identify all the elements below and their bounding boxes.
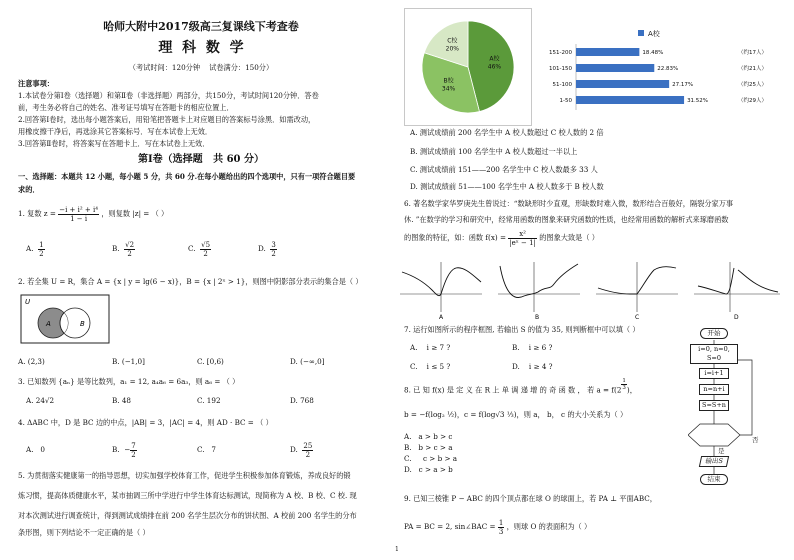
- q6-num: x²: [508, 230, 537, 239]
- q2-option-c[interactable]: C. [0,6): [197, 357, 224, 366]
- q9-fraction: [498, 519, 504, 536]
- note-line: 3.回答第Ⅱ卷时，将答案写在答题卡上．写在本试卷上无效．: [18, 139, 210, 148]
- pie-slice-label: 20%: [445, 45, 459, 53]
- q4-option-d[interactable]: [290, 441, 313, 459]
- q1-text: 1. 复数 z =: [18, 209, 56, 218]
- flow-start: 开始: [700, 328, 728, 339]
- flow-end: 结束: [700, 474, 728, 485]
- question-5-line: 炼习惯，提高体质健康水平，某市抽调三所中学进行中学生体育达标测试，现简称为 A 校、B 校、C 校. 现: [18, 491, 357, 500]
- option-fraction: [200, 241, 211, 258]
- note-line: 用橡皮擦干净后，再选涂其它答案标号．写在本试卷上无效．: [18, 127, 213, 136]
- question-7-stem: 7. 运行如图所示的程序框图, 若输出 S 的值为 35, 则判断框中可以填（ ）: [404, 325, 640, 334]
- q1-text: ，则复数 |z| = （ ）: [101, 209, 169, 218]
- graph-label-a: A: [439, 314, 444, 320]
- question-8-line: [404, 378, 637, 400]
- question-5-line: 条形图，则下列结论不一定正确的是（ ）: [18, 528, 150, 537]
- option-label: B.: [112, 445, 120, 454]
- q8-exp-den: 3: [622, 385, 626, 391]
- question-6-line: 6. 著名数学家华罗庚先生曾说过：“数缺形时少直观，形缺数时难入微，数形结合百般好，隔裂分家万事: [404, 199, 734, 208]
- note-line: 前，考生务必将自己的姓名、准考证号填写在答题卡的相应位置上．: [18, 103, 234, 112]
- bar-51-100: [576, 80, 669, 88]
- venn-a-label: A: [46, 320, 51, 328]
- question-9-line: 9. 已知三棱锥 P − ABC 的四个顶点都在球 O 的球面上，若 PA ⊥ 平面ABC，: [404, 494, 657, 503]
- pie-slice-label: 46%: [487, 63, 502, 71]
- question-1-stem: [18, 205, 168, 223]
- q7-option-c[interactable]: C. i ≤ 5 ?: [410, 362, 451, 371]
- graph-label-c: C: [635, 314, 640, 320]
- q3-option-b[interactable]: B. 48: [112, 396, 131, 405]
- bar-category-label: 1-50: [559, 98, 572, 104]
- q4-option-b[interactable]: [112, 441, 137, 459]
- bar-annotation: （约25人）: [738, 82, 767, 88]
- question-4-stem: 4. ΔABC 中，D 是 BC 边的中点，|AB| = 3，|AC| = 4，则 AD · BC = （ ）: [18, 418, 273, 427]
- q1-option-d[interactable]: [258, 240, 277, 258]
- option-value: 0: [40, 445, 45, 454]
- q8-text: 8. 已 知 f(x) 是 定 义 在 R 上 单 调 递 增 的 奇 函 数 ， 若 a = f(2: [404, 385, 622, 395]
- q9-den: 3: [498, 527, 504, 536]
- option-label: A.: [26, 445, 34, 454]
- option-label: C.: [188, 244, 196, 253]
- q8-exp-num: 1: [622, 378, 626, 384]
- q5-option-b[interactable]: B. 测试成绩前 100 名学生中 A 校人数超过一半以上: [410, 147, 578, 156]
- page-number: 1: [395, 546, 399, 553]
- option-num: √2: [125, 240, 135, 249]
- q4-option-c[interactable]: [197, 441, 216, 459]
- pie-chart: [404, 8, 532, 126]
- flow-no-label: 否: [752, 436, 759, 444]
- option-num: 25: [303, 441, 313, 450]
- note-line: 2.回答第Ⅰ卷时，选出每小题答案后，用铅笔把答题卡上对应题目的答案标号涂黑．如需改动，: [18, 115, 316, 124]
- option-fraction: [124, 241, 135, 258]
- question-9-line: [404, 517, 591, 537]
- q1-fraction: [58, 206, 99, 223]
- pie-slice-label: A校: [489, 55, 500, 63]
- q6-fraction: [508, 230, 537, 247]
- q1-option-b[interactable]: [112, 240, 135, 258]
- bar-chart: [538, 24, 782, 116]
- legend-label: A校: [648, 30, 660, 38]
- question-2-stem: 2. 若全集 U = R，集合 A = {x | y = lg(6 − x)}，B = {x | 2ˣ > 1}，则图中阴影部分表示的集合是（ ）: [18, 277, 363, 286]
- bar-value-label: 31.52%: [687, 98, 709, 104]
- q8-text: )，: [626, 385, 637, 395]
- q1-num: −i + i² + i⁴: [59, 205, 99, 214]
- q8-option-a[interactable]: A. a > b > c: [404, 432, 453, 441]
- exam-title: 哈师大附中2017级高三复课线下考查卷: [103, 20, 299, 33]
- graph-c: [596, 262, 678, 320]
- graph-label-b: B: [535, 314, 540, 320]
- option-label: D.: [258, 244, 266, 253]
- graph-label-d: D: [734, 314, 739, 320]
- q8-option-d[interactable]: D. c > a > b: [404, 465, 453, 474]
- bar-value-label: 22.83%: [657, 66, 679, 72]
- q2-option-a[interactable]: A. (2,3): [18, 357, 45, 366]
- q6-text: 的图象大致是（ ）: [539, 233, 599, 242]
- q7-option-d[interactable]: D. i ≥ 4 ?: [512, 362, 553, 371]
- subject-title: 理 科 数 学: [158, 40, 244, 56]
- q1-option-c[interactable]: [188, 240, 211, 258]
- q4-option-a[interactable]: [26, 441, 45, 459]
- q6-text: 的图象的特征，如：函数 f(x) =: [404, 233, 506, 242]
- flow-step-i: i=i+1: [699, 368, 729, 379]
- legend-swatch: [638, 30, 644, 36]
- graph-b: [498, 262, 580, 320]
- venn-u-label: U: [25, 298, 31, 306]
- option-den: 2: [39, 249, 44, 258]
- option-den: 2: [271, 249, 276, 258]
- option-num: √5: [201, 240, 211, 249]
- q7-option-a[interactable]: A. i ≥ 7 ?: [410, 343, 451, 352]
- bar-category-label: 51-100: [552, 82, 572, 88]
- option-label: A.: [26, 244, 34, 253]
- q2-option-b[interactable]: B. (−1,0]: [112, 357, 145, 366]
- pie-slice-label: 34%: [441, 85, 456, 93]
- option-sign: −: [124, 445, 131, 454]
- bar-annotation: （约29人）: [738, 98, 767, 104]
- pie-slice-label: C校: [447, 37, 458, 45]
- option-value: 7: [211, 445, 216, 454]
- option-num: 3: [271, 240, 276, 249]
- option-label: C.: [197, 445, 205, 454]
- bar-category-label: 101-150: [549, 66, 572, 72]
- venn-diagram: [20, 294, 110, 344]
- option-fraction: [130, 442, 136, 459]
- question-5-line: 对本次测试进行调查统计，得到测试成绩排在前 200 名学生层次分布的饼状图、A 校前 200 名学生的分布: [18, 511, 357, 520]
- flow-step-s: S=S+n: [699, 400, 729, 411]
- option-label: B.: [112, 244, 120, 253]
- question-5-line: 5. 为贯彻落实健康第一的指导思想，切实加强学校体育工作，促进学生积极参加体育锻炼，养成良好的锻: [18, 471, 351, 480]
- option-fraction: [38, 241, 44, 258]
- bar-annotation: （约21人）: [738, 66, 767, 72]
- q9-num: 1: [498, 518, 504, 527]
- q7-option-b[interactable]: B. i ≥ 6 ?: [512, 343, 553, 352]
- bar-value-label: 18.48%: [642, 50, 664, 56]
- option-num: 1: [39, 240, 44, 249]
- option-fraction: [270, 241, 276, 258]
- notes-heading: 注意事项：: [18, 79, 54, 88]
- exam-meta: （考试时间：120分钟 试卷满分：150分）: [128, 63, 274, 72]
- option-den: 2: [131, 450, 136, 459]
- graph-a: [400, 262, 482, 320]
- flow-output: 输出S: [699, 456, 729, 467]
- q3-option-d[interactable]: D. 768: [290, 396, 314, 405]
- q8-option-b[interactable]: B. b > c > a: [404, 443, 453, 452]
- q5-option-a[interactable]: A. 测试成绩前 200 名学生中 A 校人数超过 C 校人数的 2 倍: [410, 128, 604, 137]
- bar-category-label: 151-200: [549, 50, 572, 56]
- question-6-line: 休. ”在数学的学习和研究中，经常用函数的图象来研究函数的性质，也经常用函数的解析式来琢磨函数: [404, 215, 729, 224]
- section-title: 第Ⅰ卷（选择题 共 60 分）: [137, 154, 264, 165]
- q6-graph-options: [396, 258, 784, 320]
- flow-init: i=0, n=0, S=0: [690, 344, 738, 364]
- option-num: 7: [131, 441, 136, 450]
- graph-d: [694, 262, 780, 320]
- q1-option-a[interactable]: [26, 240, 45, 258]
- option-den: 2: [127, 249, 132, 258]
- flow-yes-label: 是: [718, 447, 725, 455]
- option-label: D.: [290, 445, 298, 454]
- question-8-line: b = −f(log₂ ½)，c = f(log√3 ⅓)，则 a， b， c 的大小关系为（ ）: [404, 410, 628, 419]
- q8-option-c[interactable]: C. c > b > a: [404, 454, 458, 463]
- q3-option-a[interactable]: A. 24√2: [26, 396, 55, 405]
- bar-1-50: [576, 96, 684, 104]
- note-line: 1.本试卷分第Ⅰ卷（选择题）和第Ⅱ卷（非选择题）两部分，共150分，考试时间120分钟．答卷: [18, 91, 319, 100]
- q5-option-d[interactable]: D. 测试成绩前 51——100 名学生中 A 校人数多于 B 校人数: [410, 182, 604, 191]
- bar-annotation: （约17人）: [738, 50, 767, 56]
- q9-text: PA = BC = 2, sin∠BAC =: [404, 522, 496, 531]
- bar-101-150: [576, 64, 654, 72]
- option-den: 2: [305, 450, 311, 459]
- option-den: 2: [203, 249, 208, 258]
- q9-text: ，则球 O 的表面积为（ ）: [506, 522, 592, 531]
- q2-option-d[interactable]: D. (−∞,0]: [290, 357, 325, 366]
- bar-value-label: 27.17%: [672, 82, 694, 88]
- bar-151-200: [576, 48, 639, 56]
- section-intro: 一、选择题：本题共 12 小题，每小题 5 分，共 60 分.在每小题给出的四个选项中，只有一项符合题目要: [18, 172, 356, 181]
- q3-option-c[interactable]: C. 192: [197, 396, 221, 405]
- question-6-line: [404, 228, 599, 248]
- venn-b-label: B: [80, 320, 85, 328]
- q6-den: |eˣ − 1|: [509, 238, 536, 247]
- q5-option-c[interactable]: C. 测试成绩前 151——200 名学生中 C 校人数最多 33 人: [410, 165, 598, 174]
- flow-step-n: n=n+i: [699, 384, 729, 395]
- section-intro: 求的．: [18, 185, 40, 194]
- question-3-stem: 3. 已知数列 {aₙ} 是等比数列，a₁ = 12, a₄a₆ = 6a₃，则 a₆ = （ ）: [18, 377, 240, 386]
- option-fraction: [302, 442, 313, 459]
- pie-slice-label: B校: [443, 77, 454, 85]
- q1-den: 1 − i: [70, 214, 88, 223]
